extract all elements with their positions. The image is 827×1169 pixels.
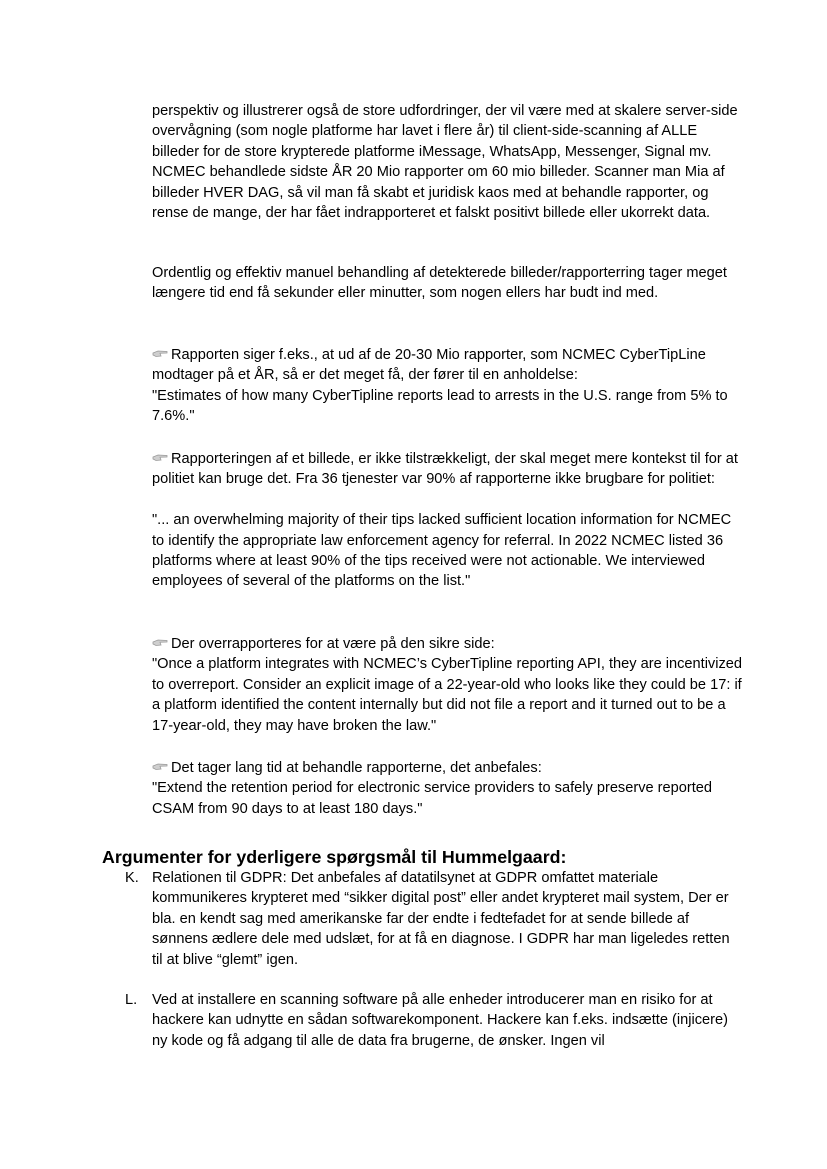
list-marker: K. [125,870,139,886]
pointing-hand-icon [152,452,168,462]
bullet-text: Der overrapporteres for at være på den sikre side: [171,636,495,652]
bullet-arrests [152,345,742,427]
paragraph-text: perspektiv og illustrerer også de store udfordringer, der vil være med at skalere server-side overvågning (som nogle platforme har lavet i flere år) til client-side-scanning af ALLE billeder for de store krypterede platforme iMessage, WhatsApp, Messenger, Signal mv. NCMEC behandlede sidste ÅR 20 Mio rapporter om 60 mio billeder. Scanner man Mia af billeder HVER DAG, så vil man få skabt et juridisk kaos med at behandle rapporter, og rense de mange, der har fået indrapporteret et falskt positivt billede eller ukorrekt data. [152,103,738,222]
bullet-overreport [152,634,742,736]
paragraph-manuel-behandling [152,263,742,304]
paragraph-text: Ordentlig og effektiv manuel behandling af detekterede billeder/rapporterring tager meget længere tid end få sekunder eller minutter, som nogen ellers har budt ind med. [152,265,727,302]
paragraph-perspektiv [152,101,742,223]
list-item-text: Relationen til GDPR: Det anbefales af datatilsynet at GDPR omfattet materiale kommunikeres krypteret med “sikker digital post” eller andet krypteret mail system, Der er bla. en kendt sag med amerikanske far der endte i fedtefadet for at sende billede af sønnens ædlere dele med udslæt, for at få en diagnose. I GDPR har man ligeledes retten til at blive “glemt” igen. [152,870,730,968]
bullet-quote: "Extend the retention period for electronic service providers to safely preserve reported CSAM from 90 days to at least 180 days." [152,780,713,817]
bullet-text: Det tager lang tid at behandle rapporterne, det anbefales: [171,760,542,776]
pointing-hand-icon [152,761,168,771]
pointing-hand-icon [152,637,168,647]
bullet-quote: "Estimates of how many CyberTipline reports lead to arrests in the U.S. range from 5% to 7.6%." [152,387,728,425]
bullet-quote: "... an overwhelming majority of their tips lacked sufficient location information for NCMEC to identify the appropriate law enforcement agency for referral. In 2022 NCMEC listed 36 platforms where at least 90% of the tips received were not actionable. We interviewed employees of several of the platforms on the list." [152,512,732,590]
list-item-l [125,990,742,1051]
bullet-quote: "Once a platform integrates with NCMEC’s CyberTipline reporting API, they are incentivized to overreport. Consider an explicit image of a 22-year-old who looks like they could be 17: if a platform identified the content internally but did not file a report and it turned out to be a 17-year-old, they may have broken the law." [152,656,742,734]
bullet-retention [152,758,742,819]
bullet-text: Rapporten siger f.eks., at ud af de 20-30 Mio rapporter, som NCMEC CyberTipLine modtager på et ÅR, så er det meget få, der fører til en anholdelse: [152,347,706,384]
section-heading: Argumenter for yderligere spørgsmål til Hummelgaard: [102,847,567,867]
pointing-hand-icon [152,348,168,358]
bullet-text: Rapporteringen af et billede, er ikke tilstrækkeligt, der skal meget mere kontekst til for at politiet kan bruge det. Fra 36 tjenester var 90% af rapporterne ikke brugbare for politiet: [152,451,738,488]
list-item-text: Ved at installere en scanning software på alle enheder introducerer man en risiko for at hackere kan udnytte en sådan softwarekomponent. Hackere kan f.eks. indsætte (injicere) ny kode og få adgang til alle de data fra brugerne, de ønsker. Ingen vil [152,992,728,1049]
list-item-k [125,868,742,970]
list-marker: L. [125,992,138,1008]
bullet-context [152,449,742,592]
